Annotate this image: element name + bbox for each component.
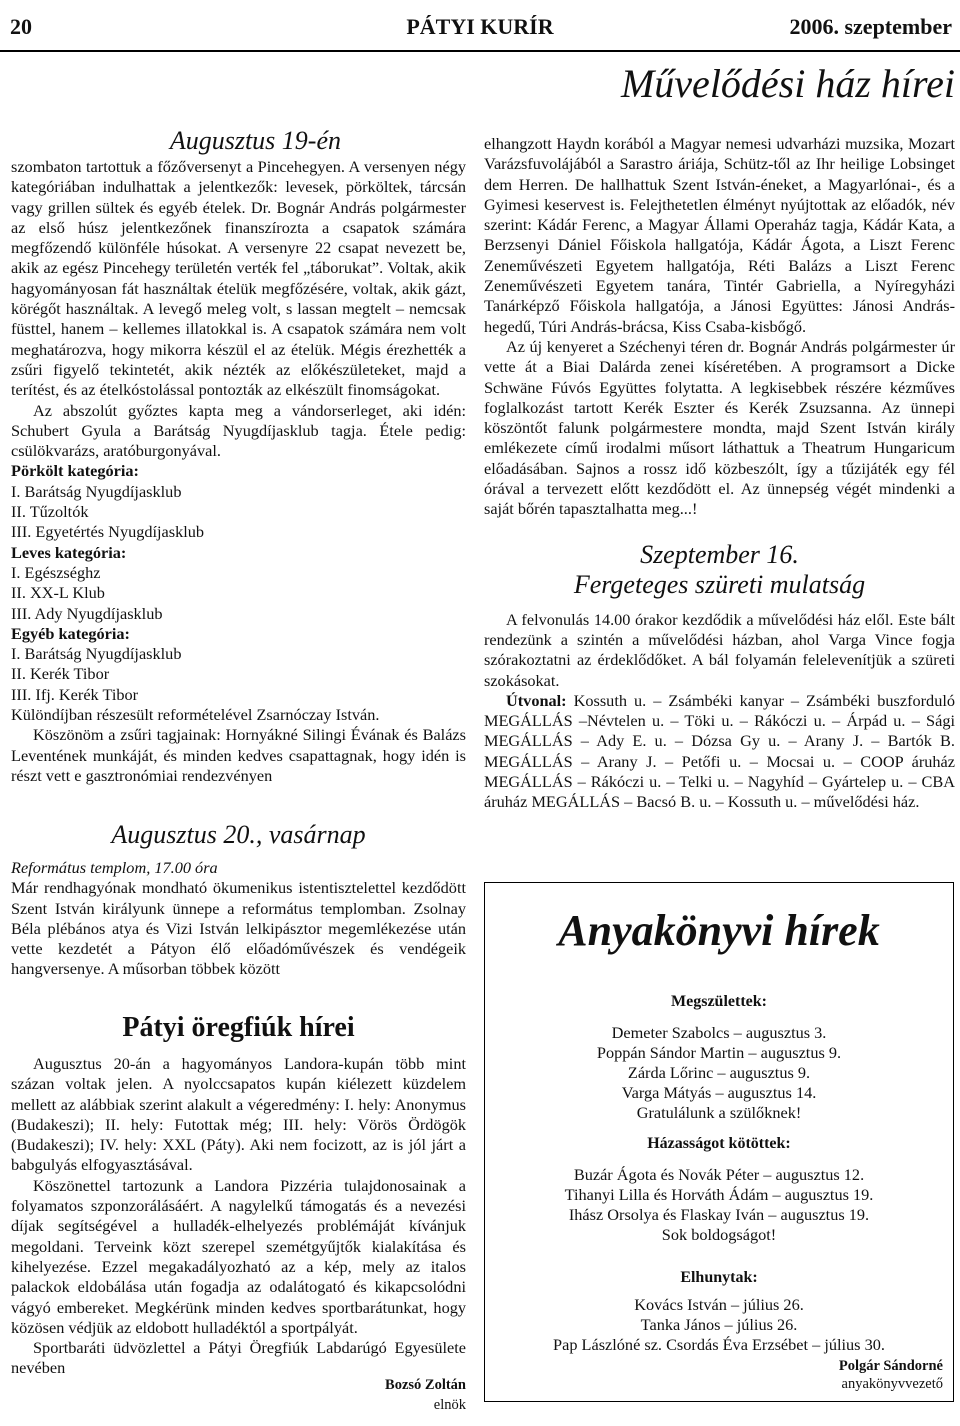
list-item: Tanka János – július 26. [640,1315,798,1334]
list-item: Kovács István – július 26. [634,1295,804,1314]
header-rule [0,50,960,52]
aug20-subheading: Református templom, 17.00 óra [11,858,218,877]
aug20-paragraph: Már rendhagyónak mondható ökumenikus istentisztelettel kezdődött Szent István királyunk ünnepe a református templomban. Zsolnay Béla plébános atya és Vizi István lelkipásztor megemlékezése után vette kezdetét a Pátyon élő előadóművészek és vendégeik hangversenye. A műsorban többek között [11,878,466,979]
result-item: I. Barátság Nyugdíjasklub [11,644,182,664]
issue-date: 2006. szeptember [789,14,952,39]
registry-signature [839,1357,943,1393]
result-item: II. Kerék Tibor [11,664,110,684]
aug19-paragraph-1: szombaton tartottuk a főzőversenyt a Pincehegyen. A versenyen négy kategóriában indulhattak a jelentkezők: levesek, pörköltek, tárcsán vagy grillen sültek és egyéb ételek. Dr. Bognár András polgármester az első húsz jelentkezőnek finanszírozta a csapatok számára megfőzendő különféle húsokat. A versenyre 22 csapat nevezett be, akik az egész Pincehegy területén verték fel „táborukat”. Voltak, akik hagyományosan fát használtak ételük megfőzésére, voltak, akik gázt, körégőt használtak. A levegő meleg volt, s lassan megtelt – nemcsak füsttel, hanem – kellemes illatokkal is. A csapatok számára nem volt meghatározva, hogy mikorra készül el az ételük. Mégis érezhették a zsűri figyelő tekintetét, akik nézték az előkészületeket, majd a terítést, és az ételkóstolással pontozták az elkészült finomságokat. [11,157,466,400]
registry-box [484,882,954,1402]
list-item: Gratulálunk a szülőknek! [636,1103,802,1122]
aug20-block [11,820,466,980]
aug19-heading: Augusztus 19-én [169,126,341,155]
aug19-paragraph-2: Az abszolút győztes kapta meg a vándorserleget, aki idén: Schubert Gyula a Barátság Nyugdíjasklub tagja. Étele pedig: csülökvarázs, aratóburgonyával. [11,400,466,461]
page-header [0,0,960,52]
publication-name: PÁTYI KURÍR [406,14,554,39]
list-item: Pap Lászlóné sz. Csordás Éva Erzsébet – július 30. [553,1335,885,1354]
list-item: Demeter Szabolcs – augusztus 3. [611,1023,827,1042]
list-item: Ihász Orsolya és Flaskay Iván – augusztus 19. [568,1205,870,1224]
left-column [11,126,466,786]
registry-signature-name: Polgár Sándorné [838,1358,943,1374]
marriages-label: Házasságot kötöttek: [647,1135,791,1152]
sep16-heading: Szeptember 16. [640,539,799,569]
result-item: III. Ifj. Kerék Tibor [11,684,139,704]
category-label: Pörkölt kategória: [11,461,139,481]
list-item: Buzár Ágota és Novák Péter – augusztus 12. [573,1165,865,1184]
result-item: III. Ady Nyugdíjasklub [11,603,163,623]
oregfiuk-signature-name: Bozsó Zoltán [385,1376,466,1393]
special-prize: Különdíjban részesült reformételével Zsarnóczay István. [11,705,380,725]
births-label: Megszülettek: [671,993,767,1010]
list-item: Poppán Sándor Martin – augusztus 9. [596,1043,842,1062]
result-item: II. XX-L Klub [11,583,105,603]
concert-paragraph: elhangzott Haydn korából a Magyar nemesi udvarházi muzsika, Mozart Varázsfuvolájából a Sarastro áriája, Schütz-től az Ihr heilige Lobsinget dem Herren. De hallhattuk Szent István-éneket, a Magyarlónai-, és a Gyimesi keservest is. Felejthetetlen élményt nyújtottak az előadók, név szerint: Kádár Ferenc, a Magyar Állami Operaház tagja, Kádár Kata, a Berzsenyi Dániel Főiskola hallgatója, Kádár Ágota, a Liszt Ferenc Zeneművészeti Egyetem hallgatója, Réti Balázs a Liszt Ferenc Zeneművészeti Egyetem tanára, Tintér Gabriella, a Nyíregyházi Tanárképző Főiskola hallgatója, a Jánosi Együttes: Jánosi András-hegedű, Túri András-brácsa, Kiss Csaba-kisbőgő. [484,134,955,336]
thanks-paragraph: Köszönöm a zsűri tagjainak: Hornyákné Silingi Évának és Balázs Leventének munkáját, és minden kedves csapattagnak, hogy idén is részt vett e gasztronómiai rendezvényen [11,725,466,785]
registry-title: Anyakönyvi hírek [558,906,880,955]
result-item: I. Egészséghz [11,562,101,582]
list-item: Sok boldogságot! [661,1225,777,1244]
oregfiuk-paragraph-2: Köszönettel tartozunk a Landora Pizzéria tulajdonosainak a folyamatos szponzorálásáért. A nagylelkű támogatás és a nevezési díjak segítségével a hulladék-elhelyezés problémáját kívánjuk megoldani. Terveink közt szerepel szemétgyűjtők kialakítása és kihelyezése. Ezzel megakadályozható az a kép, mely az italos palackok eldobálása után fogadja az odalátogató és kikapcsolódni vágyó embereket. Megkérünk minden kedves sportbarátunkat, hogy közösen védjük az eldobott hulladéktól a sportpályát. [11,1175,466,1337]
category-label: Leves kategória: [11,542,127,562]
route-text: Kossuth u. – Zsámbéki kanyar – Zsámbéki buszforduló MEGÁLLÁS –Névtelen u. – Töki u. – Rákóczi u. – Árpád u. – Sági MEGÁLLÁS – Ady E. u. – Dózsa Gy u. – Arany J. – Bartók B. MEGÁLLÁS – Arany J. – Petőfi u. – Mocsai u. – COOP áruház MEGÁLLÁS – Rákóczi u. – Telki u. – Nagyhíd – Gyártelep u. – CBA áruház MEGÁLLÁS – Bacsó B. u. – Kossuth u. – művelődési ház. [484,690,955,812]
result-item: II. Tűzoltók [11,502,89,522]
list-item: Zárda Lőrinc – augusztus 9. [627,1063,811,1082]
oregfiuk-paragraph-1: Augusztus 20-án a hagyományos Landora-kupán több mint százan voltak jelen. A nyolccsapatos kupán kiélezett küzdelem mellett az alábbiak szerint alakult a végeredmény: I. hely: Anonymus (Budakeszi); II. hely: Futottak még; III. hely: Vörös Ördögök (Budakeszi); IV. hely: XXL (Páty). Aki nem focizott, az is jól járt a babgulyás elfogyasztásával. [11,1054,466,1175]
deaths-label: Elhunytak: [680,1269,758,1286]
sep16-paragraph: A felvonulás 14.00 órakor kezdődik a művelődési ház elől. Este bált rendezünk a szintén a művelődési házban, ahol Varga Vince fogja szórakoztatni az érdeklődőket. A bál folyamán felelevenítjük a szüreti szokásokat. [484,609,955,690]
list-item: Varga Mátyás – augusztus 14. [621,1083,817,1102]
registry-signature-title: anyakönyvvezető [841,1376,943,1392]
route-paragraph [484,691,955,813]
results-list [11,461,466,705]
sep16-subheading: Fergeteges szüreti mulatság [573,569,866,599]
right-column [484,134,955,813]
result-item: III. Egyetértés Nyugdíjasklub [11,522,205,542]
oregfiuk-block [11,1012,466,1415]
route-label: Útvonal: [506,690,567,710]
deaths-list [485,1295,953,1355]
aug20-heading: Augusztus 20., vasárnap [111,820,366,849]
oregfiuk-heading: Pátyi öregfiúk hírei [122,1012,355,1043]
births-list [485,1023,953,1123]
result-item: I. Barátság Nyugdíjasklub [11,481,182,501]
section-title: Művelődési ház hírei [620,61,955,106]
category-label: Egyéb kategória: [11,623,130,643]
list-item: Tihanyi Lilla és Horváth Ádám – augusztus 19. [564,1185,874,1204]
oregfiuk-signature-title: elnök [433,1397,466,1414]
page-number: 20 [10,14,32,39]
marriages-list [485,1165,953,1245]
oregfiuk-paragraph-3: Sportbaráti üdvözlettel a Pátyi Öregfiúk Labdarúgó Egyesülete nevében [11,1338,466,1378]
bread-paragraph: Az új kenyeret a Széchenyi téren dr. Bognár András polgármester úr vette át a Biai Dalárda zenei kíséretében. A programsort a Dicke Schwäne Fúvós Együttes folytatta. A legkisebbek részére kézműves foglalkozást tartott Kerék Eszter és Kerék Zsuzsanna. Az ünnepi köszöntőt falunk polgármestere mondta, majd Szent István király emlékezete című irodalmi műsort láthattuk a Theatrum Hungaricum előadásában. Sajnos a rossz idő közbeszólt, így a tűzijáték egy fél órával a tervezett előtt kezdődött el. Az ünnepség végét mindenki a saját bőrén tapasztalhatta meg...! [484,336,955,519]
